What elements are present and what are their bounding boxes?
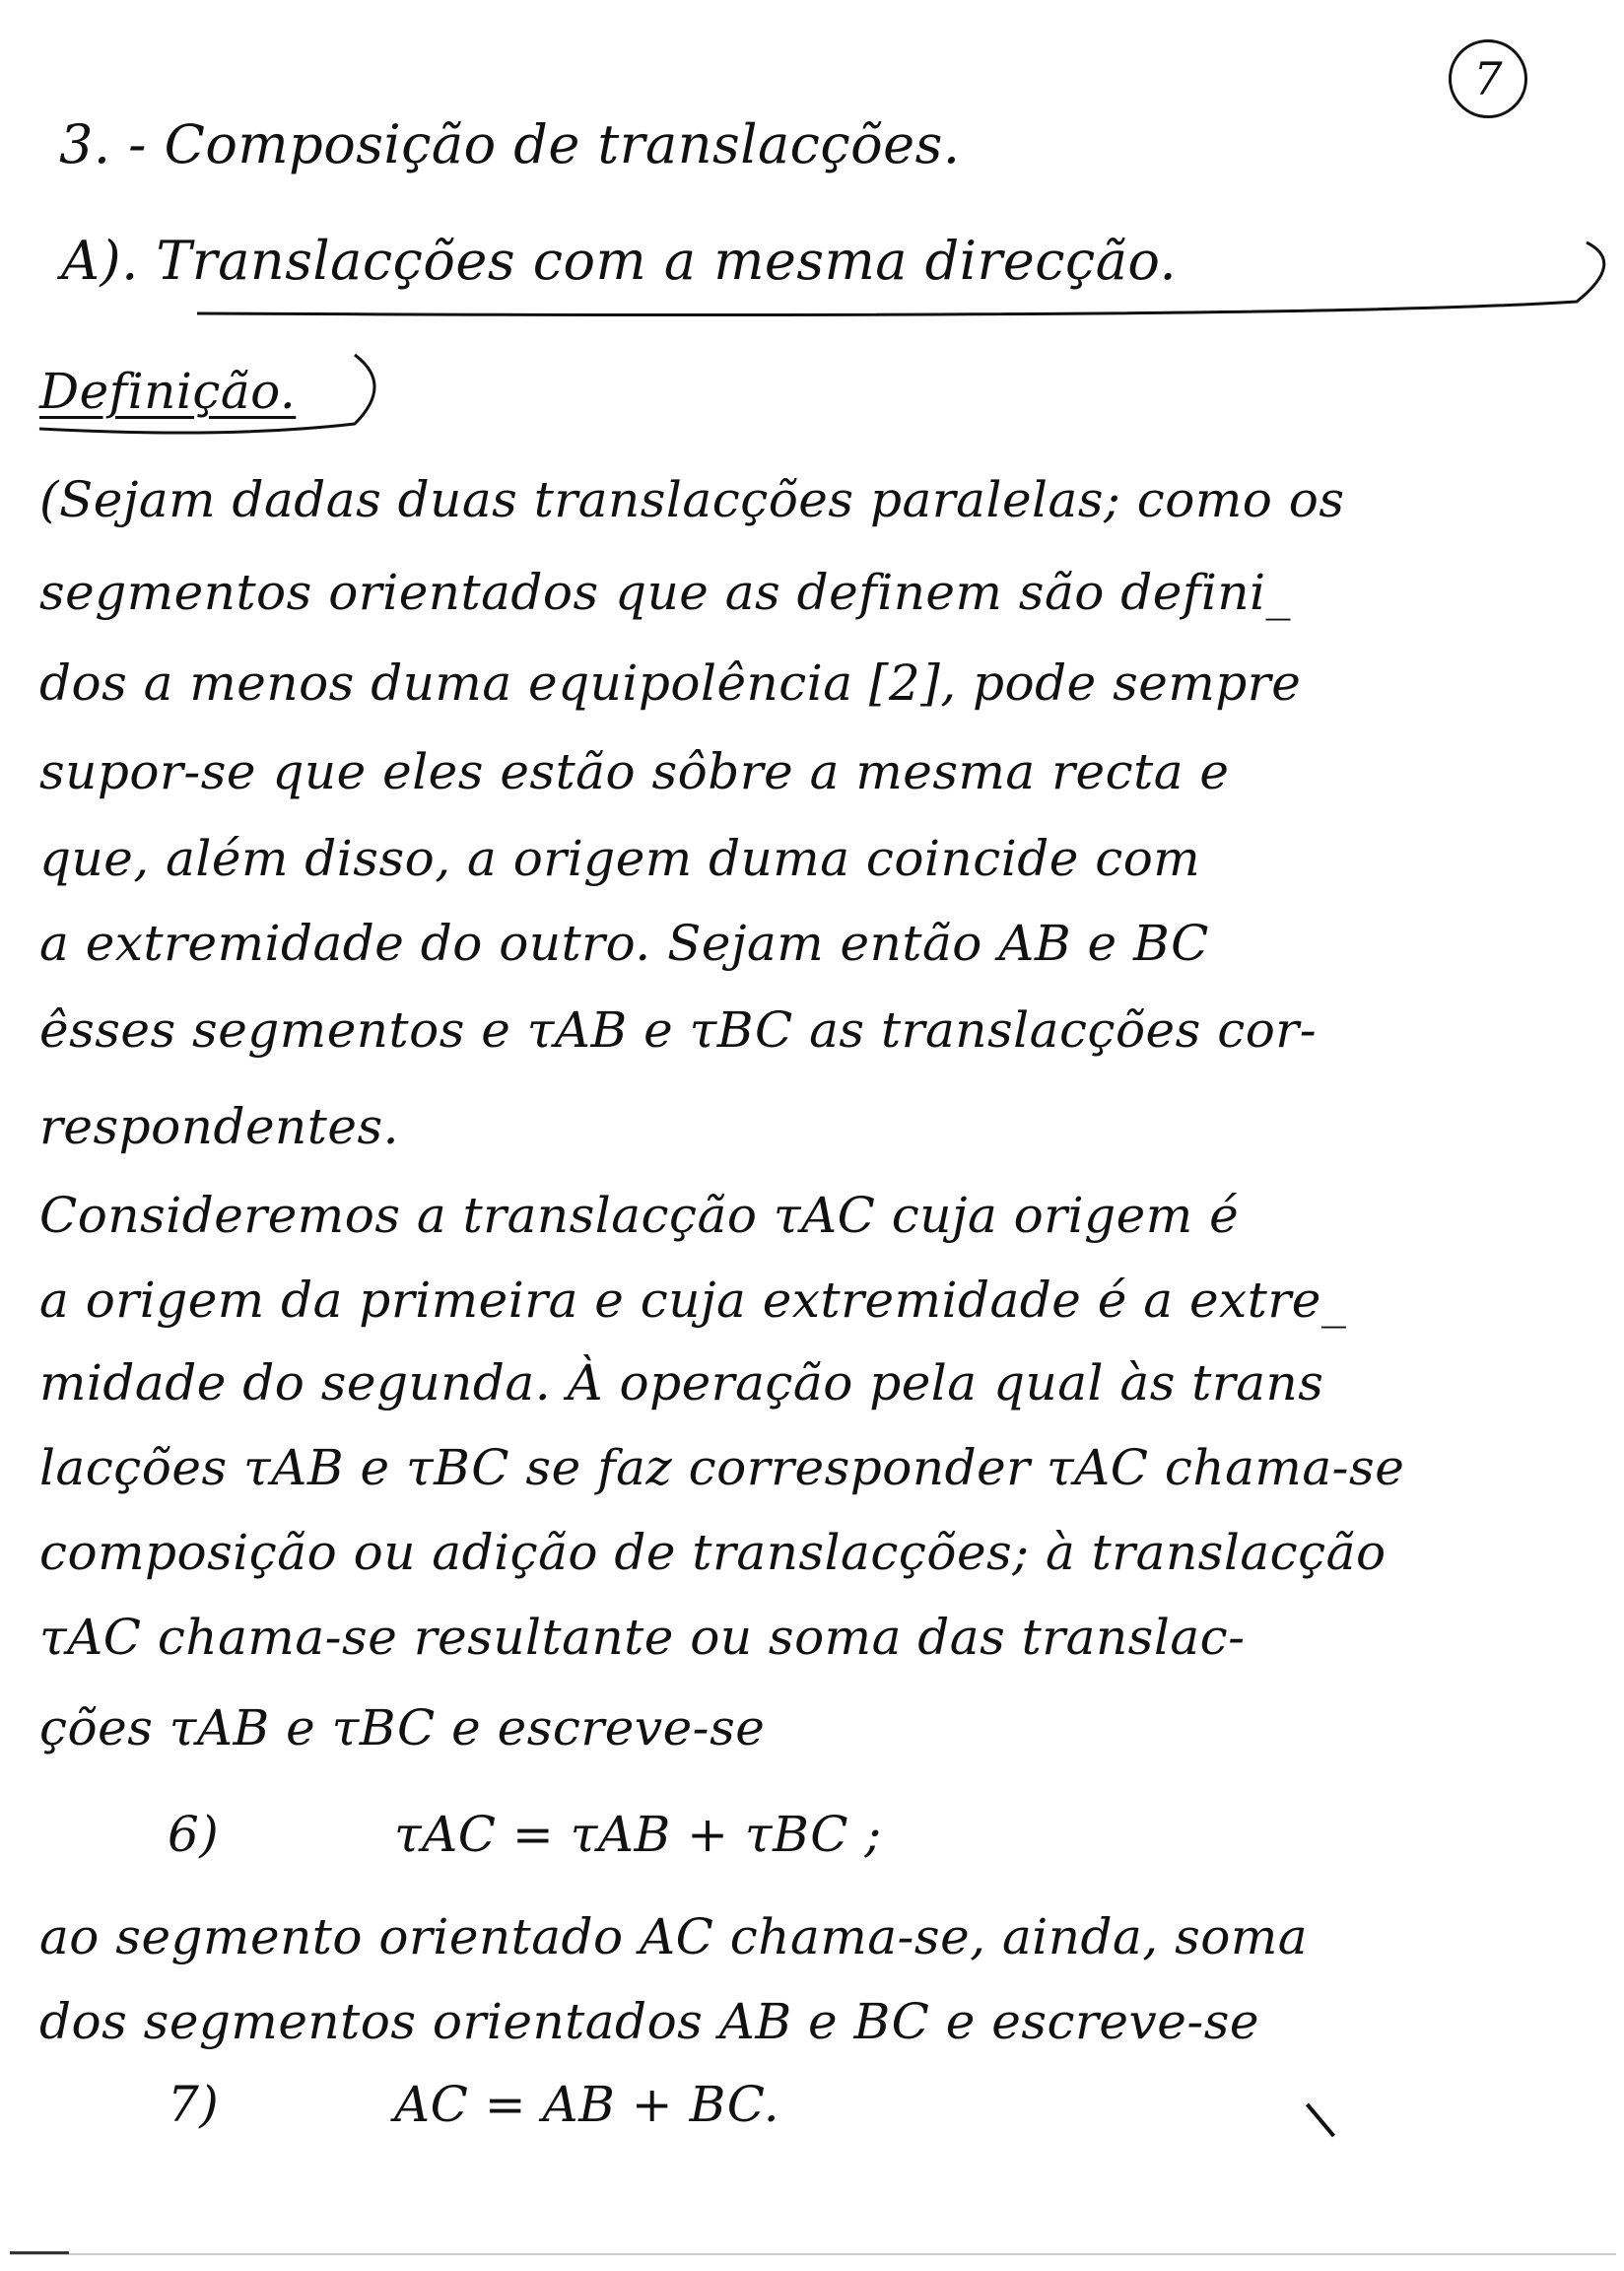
subheading: A). Translacções com a mesma direcção. — [61, 230, 1178, 292]
text-line-14: τAC chama-se resultante ou soma das translac- — [39, 1609, 1246, 1666]
text-line-16: ao segmento orientado AC chama-se, ainda, soma — [39, 1908, 1309, 1965]
text-line-3: dos a menos duma equipolência [2], pode sempre — [39, 654, 1302, 712]
section-heading: 3. - Composição de translacções. — [59, 113, 961, 175]
text-line-13: composição ou adição de translacções; à translacção — [39, 1524, 1387, 1581]
equation-6: τAC = τAB + τBC ; — [394, 1806, 882, 1863]
text-line-11: midade do segunda. À operação pela qual às trans — [39, 1354, 1324, 1411]
text-line-8: respondentes. — [39, 1098, 399, 1155]
text-line-4: supor-se que eles estão sôbre a mesma recta e — [39, 743, 1230, 800]
text-line-5: que, além disso, a origem duma coincide com — [39, 830, 1201, 887]
text-line-10: a origem da primeira e cuja extremidade é a extre_ — [39, 1272, 1347, 1329]
text-line-7: êsses segmentos e τAB e τBC as translacções cor- — [39, 1001, 1318, 1059]
margin-tick-mark — [1306, 2103, 1335, 2138]
equation-7: AC = AB + BC. — [394, 2076, 780, 2133]
text-line-12: lacções τAB e τBC se faz corresponder τAC chama-se — [39, 1439, 1405, 1496]
text-line-6: a extremidade do outro. Sejam então AB e BC — [39, 915, 1209, 972]
definition-label: Definição. — [39, 363, 297, 420]
text-line-2: segmentos orientados que as definem são defini_ — [39, 564, 1292, 621]
text-line-17: dos segmentos orientados AB e BC e escreve-se — [39, 1993, 1259, 2050]
page-corner-mark — [10, 2251, 69, 2254]
text-line-15: ções τAB e τBC e escreve-se — [39, 1699, 766, 1756]
equation-7-label: 7) — [168, 2076, 220, 2133]
text-line-1: (Sejam dadas duas translacções paralelas; como os — [39, 471, 1345, 528]
equation-6-label: 6) — [168, 1806, 220, 1863]
text-line-9: Consideremos a translacção τAC cuja origem é — [39, 1187, 1240, 1244]
page-bottom-edge — [10, 2253, 1616, 2255]
page-number: 7 — [1449, 39, 1527, 118]
